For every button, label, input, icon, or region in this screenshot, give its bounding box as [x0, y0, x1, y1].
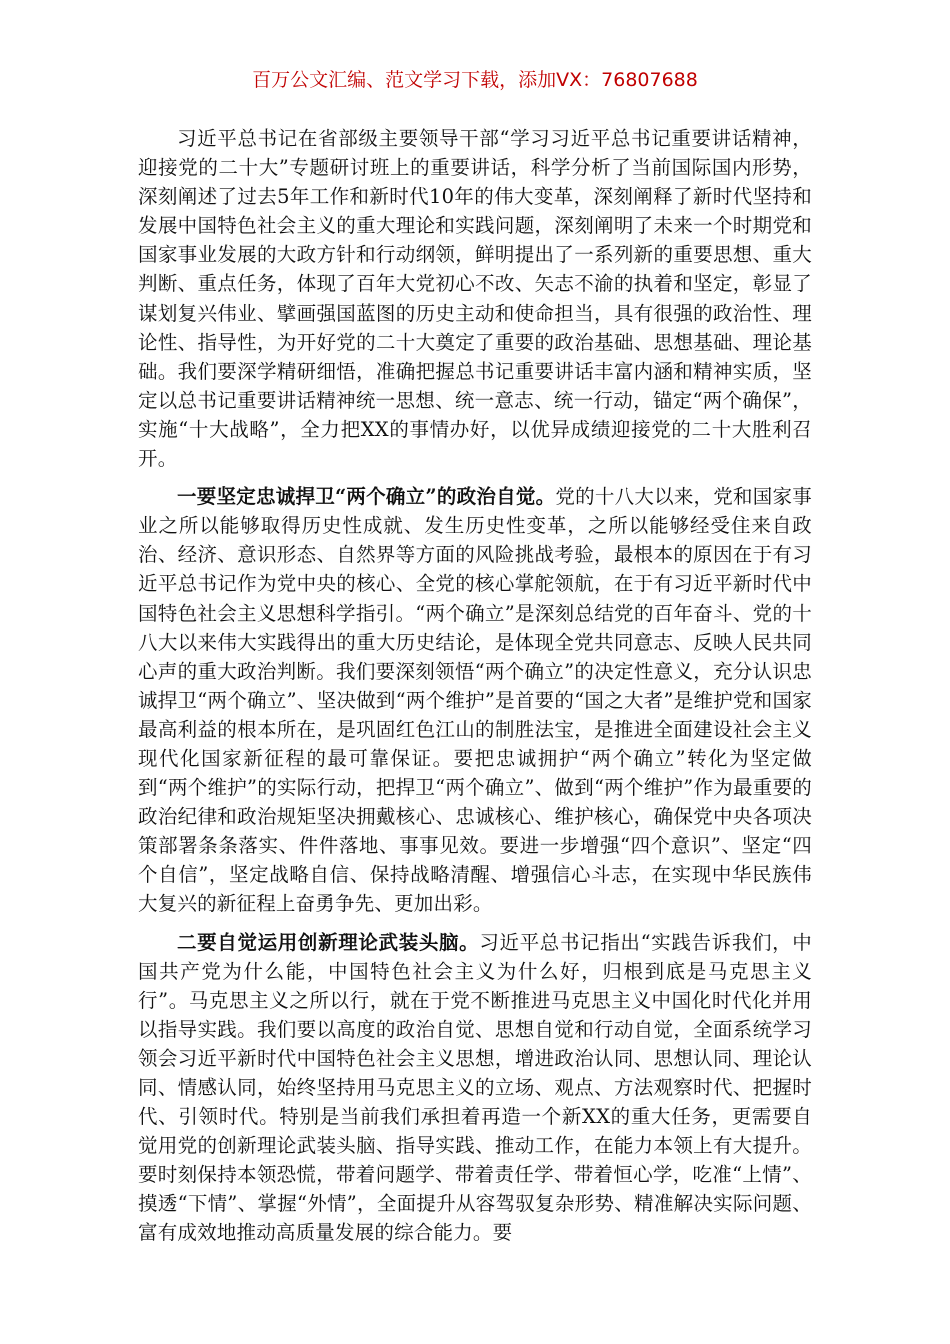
intro-paragraph: 习近平总书记在省部级主要领导干部“学习习近平总书记重要讲话精神，迎接党的二十大”专题研讨班上的重要讲话，科学分析了当前国际国内形势，深刻阐述了过去5年工作和新时代10年的伟大变革，深刻阐释了新时代坚持和发展中国特色社会主义的重大理论和实践问题，深刻阐明了未来一个时期党和国家事业发展的大政方针和行动纲领，鲜明提出了一系列新的重要思想、重大判断、重点任务，体现了百年大党初心不改、矢志不渝的执着和坚定，彰显了谋划复兴伟业、擘画强国蓝图的历史主动和使命担当，具有很强的政治性、理论性、指导性，为开好党的二十大奠定了重要的政治基础、思想基础、理论基础。我们要深学精研细悟，准确把握总书记重要讲话丰富内涵和精神实质，坚定以总书记重要讲话精神统一思想、统一意志、统一行动，锚定“两个确保”，实施“十大战略”，全力把XX的事情办好，以优异成绩迎接党的二十大胜利召开。	[138, 127, 812, 471]
section-2-paragraph	[138, 928, 812, 1248]
section-2-heading: 二要自觉运用创新理论武装头脑。	[177, 930, 480, 954]
section-1-paragraph	[138, 482, 812, 918]
header-note: 百万公文汇编、范文学习下载，添加VX：76807688	[252, 69, 698, 91]
article-body	[138, 124, 812, 1248]
section-1-heading: 一要坚定忠诚捍卫“两个确立”的政治自觉。	[177, 485, 556, 509]
section-1-text: 党的十八大以来，党和国家事业之所以能够取得历史性成就、发生历史性变革，之所以能够经受住来自政治、经济、意识形态、自然界等方面的风险挑战考验，最根本的原因在于有习近平总书记作为党中央的核心、全党的核心掌舵领航，在于有习近平新时代中国特色社会主义思想科学指引。“两个确立”是深刻总结党的百年奋斗、党的十八大以来伟大实践得出的重大历史结论，是体现全党共同意志、反映人民共同心声的重大政治判断。我们要深刻领悟“两个确立”的决定性意义，充分认识忠诚捍卫“两个确立”、坚决做到“两个维护”是首要的“国之大者”是维护党和国家最高利益的根本所在，是巩固红色江山的制胜法宝，是推进全面建设社会主义现代化国家新征程的最可靠保证。要把忠诚拥护“两个确立”转化为坚定做到“两个维护”的实际行动，把捍卫“两个确立”、做到“两个维护”作为最重要的政治纪律和政治规矩坚决拥戴核心、忠诚核心、维护核心，确保党中央各项决策部署条条落实、件件落地、事事见效。要进一步增强“四个意识”、坚定“四个自信”，坚定战略自信、保持战略清醒、增强信心斗志，在实现中华民族伟大复兴的新征程上奋勇争先、更加出彩。	[138, 485, 812, 916]
section-2-text: 习近平总书记指出“实践告诉我们，中国共产党为什么能，中国特色社会主义为什么好，归根到底是马克思主义行”。马克思主义之所以行，就在于党不断推进马克思主义中国化时代化并用以指导实践。我们要以高度的政治自觉、思想自觉和行动自觉，全面系统学习领会习近平新时代中国特色社会主义思想，增进政治认同、思想认同、理论认同、情感认同，始终坚持用马克思主义的立场、观点、方法观察时代、把握时代、引领时代。特别是当前我们承担着再造一个新XX的重大任务，更需要自觉用党的创新理论武装头脑、指导实践、推动工作，在能力本领上有大提升。要时刻保持本领恐慌，带着问题学、带着责任学、带着恒心学，吃准“上情”、摸透“下情”、掌握“外情”，全面提升从容驾驭复杂形势、精准解决实际问题、富有成效地推动高质量发展的综合能力。要	[138, 930, 812, 1245]
